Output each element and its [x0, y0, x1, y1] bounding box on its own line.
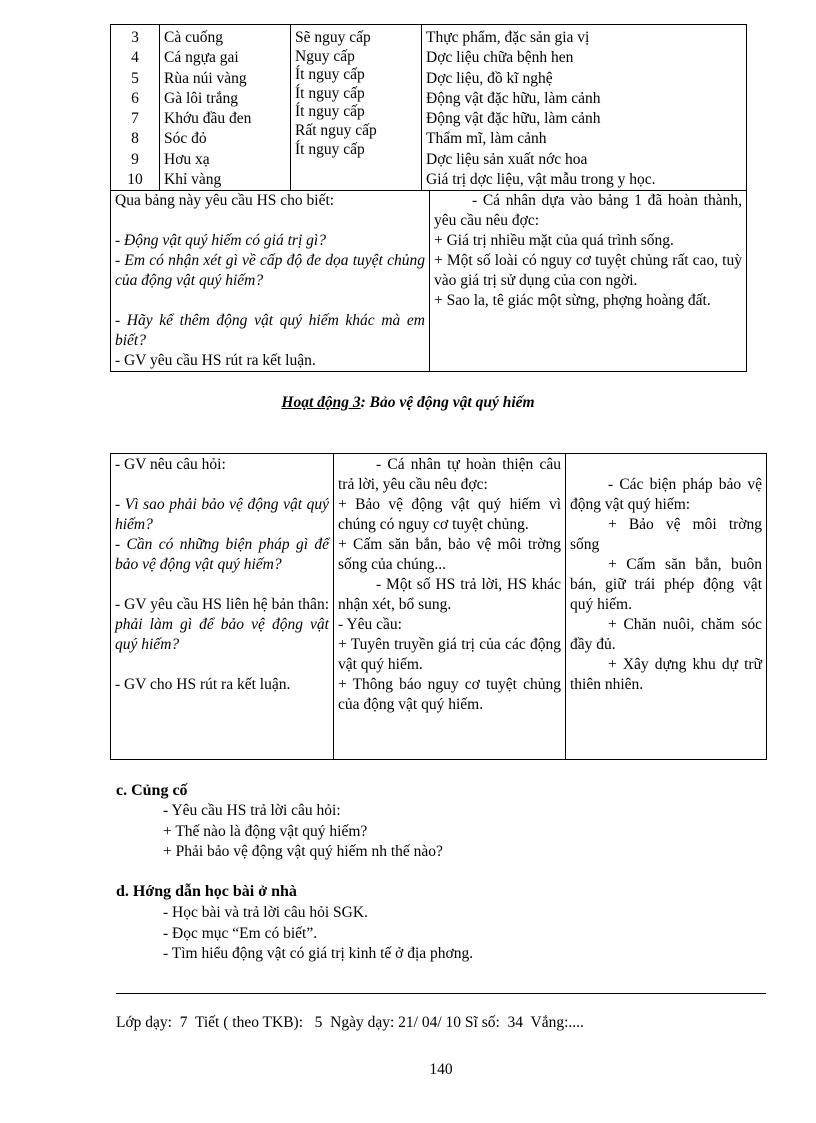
threat-level: Rất nguy cấp [295, 121, 377, 139]
species-name: Khớu đầu đen [164, 110, 252, 128]
species-name: Cá ngựa gai [164, 49, 239, 67]
species-name: Rùa núi vàng [164, 69, 247, 87]
conclusion-item: + Chăn nuôi, chăm sóc đầy đủ. [570, 616, 762, 653]
activity3-table [110, 453, 767, 760]
student-answer: - Cá nhân dựa vào bảng 1 đã hoàn thành, yêu cầu nêu đợc: [434, 192, 742, 229]
species-name-column [160, 25, 291, 191]
species-value: Thực phẩm, đặc sản gia vị [426, 29, 590, 46]
student-answer: - Yêu cầu: [338, 616, 402, 633]
species-number: 9 [131, 150, 139, 168]
teacher-link-prefix: - GV yêu cầu HS liên hệ bản thân: [115, 596, 329, 613]
teacher-column [111, 454, 334, 760]
species-number: 10 [127, 171, 143, 189]
conclusion-item: - Các biện pháp bảo vệ động vật quý hiếm: [570, 476, 762, 513]
list-item: + Phải bảo vệ động vật quý hiếm nh thế nào? [163, 843, 443, 860]
species-value: Động vật đặc hữu, làm cảnh [426, 89, 601, 107]
student-answer: + Tuyên truyền giá trị của các động vật quý hiếm. [338, 636, 561, 673]
threat-level: Ít nguy cấp [295, 140, 365, 158]
species-table [110, 24, 747, 191]
species-value: Động vật đặc hữu, làm cảnh [426, 110, 601, 128]
conclusion-column [566, 454, 767, 760]
divider [116, 993, 766, 994]
species-name: Gà lôi trắng [164, 89, 239, 107]
threat-level-column [291, 25, 422, 191]
teacher-question: - Vì sao phải bảo vệ động vật quý hiếm? [115, 496, 329, 533]
species-number: 8 [131, 130, 139, 148]
teacher-link-question: phải làm gì để bảo vệ động vật quý hiếm? [115, 616, 329, 653]
consolidate-title: c. Củng cố [116, 782, 188, 799]
species-value: Dợc liệu sản xuất nớc hoa [426, 150, 588, 168]
species-name: Cà cuống [164, 29, 223, 46]
species-value: Giá trị dợc liệu, vật mẫu trong y học. [426, 171, 656, 189]
teacher-question: - Động vật quý hiếm có giá trị gì? [115, 232, 326, 249]
table-row [111, 25, 747, 191]
conclusion-item: + Cấm săn bắn, buôn bán, giữ trái phép động vật quý hiếm. [570, 556, 762, 613]
student-answer: - Một số HS trả lời, HS khác nhận xét, bổ sung. [338, 576, 561, 613]
student-answer: + Thông báo nguy cơ tuyệt chủng của động vật quý hiếm. [338, 676, 561, 713]
species-number-column [111, 25, 160, 191]
homework-list [163, 903, 473, 965]
species-name: Khỉ vàng [164, 171, 222, 189]
teacher-intro: Qua bảng này yêu cầu HS cho biết: [115, 192, 335, 209]
consolidate-list [163, 801, 443, 863]
activity3-heading [0, 393, 816, 413]
conclusion-item: + Bảo vệ môi trờng sống [570, 516, 762, 553]
teacher-question: - Cần có những biện pháp gì để bảo vệ động vật quý hiếm? [115, 536, 329, 573]
student-answer: + Một số loài có nguy cơ tuyệt chủng rất cao, tuỳ vào giá trị sử dụng của con ngời. [434, 252, 742, 289]
conclusion-item: + Xây dựng khu dự trữ thiên nhiên. [570, 656, 762, 693]
list-item: - Học bài và trả lời câu hỏi SGK. [163, 904, 368, 921]
teacher-question: - Em có nhận xét gì về cấp độ đe dọa tuyệt chủng của động vật quý hiếm? [115, 252, 425, 289]
threat-level: Ít nguy cấp [295, 66, 365, 84]
student-column [334, 454, 566, 760]
species-number: 4 [131, 49, 139, 67]
activity3-title: : Bảo vệ động vật quý hiếm [360, 394, 535, 411]
class-info: Lớp dạy: 7 Tiết ( theo TKB): 5 Ngày dạy: 21/ 04/ 10 Sĩ số: 34 Vắng:.... [116, 1014, 584, 1031]
threat-level: Nguy cấp [295, 47, 355, 65]
value-column [422, 25, 747, 191]
activity3-label: Hoạt động 3 [281, 394, 361, 411]
species-value: Thẩm mĩ, làm cảnh [426, 130, 547, 148]
teacher-conclude: - GV yêu cầu HS rút ra kết luận. [115, 352, 316, 369]
teacher-column [111, 191, 430, 372]
species-number: 3 [131, 29, 139, 46]
homework-title: d. Hớng dẫn học bài ở nhà [116, 883, 297, 900]
table-row [111, 454, 767, 760]
student-answer: + Cấm săn bắn, bảo vệ môi trờng sống của chúng... [338, 536, 561, 573]
list-item: - Đọc mục “Em có biết”. [163, 924, 318, 942]
table-row [111, 191, 747, 372]
student-answer: - Cá nhân tự hoàn thiện câu trả lời, yêu cầu nêu đợc: [338, 456, 561, 493]
teacher-question: - Hãy kể thêm động vật quý hiếm khác mà em biết? [115, 312, 425, 349]
teacher-ask: - GV nêu câu hỏi: [115, 456, 226, 473]
species-name: Sóc đỏ [164, 130, 207, 148]
student-answer: + Bảo vệ động vật quý hiếm vì chúng có nguy cơ tuyệt chủng. [338, 496, 561, 533]
list-item: - Yêu cầu HS trả lời câu hỏi: [163, 802, 341, 819]
species-value: Dợc liệu chữa bệnh hen [426, 49, 574, 67]
threat-level: Ít nguy cấp [295, 84, 365, 102]
species-number: 6 [131, 89, 139, 107]
student-column [430, 191, 747, 372]
list-item: - Tìm hiểu động vật có giá trị kinh tế ở địa phơng. [163, 945, 474, 962]
page-number: 140 [429, 1061, 453, 1078]
species-number: 7 [131, 110, 139, 128]
species-number: 5 [131, 69, 139, 87]
threat-level: Ít nguy cấp [295, 103, 365, 121]
threat-level: Sẽ nguy cấp [295, 29, 371, 46]
student-answer: + Sao la, tê giác một sừng, phợng hoàng đất. [434, 292, 711, 309]
species-value: Dợc liệu, đồ kĩ nghệ [426, 69, 553, 87]
species-name: Hơu xạ [164, 150, 210, 168]
teacher-conclude: - GV cho HS rút ra kết luận. [115, 676, 291, 693]
teacher-link [115, 595, 329, 655]
list-item: + Thế nào là động vật quý hiếm? [163, 822, 368, 840]
student-answer: + Giá trị nhiều mặt của quá trình sống. [434, 232, 674, 249]
activity2-table [110, 190, 747, 372]
